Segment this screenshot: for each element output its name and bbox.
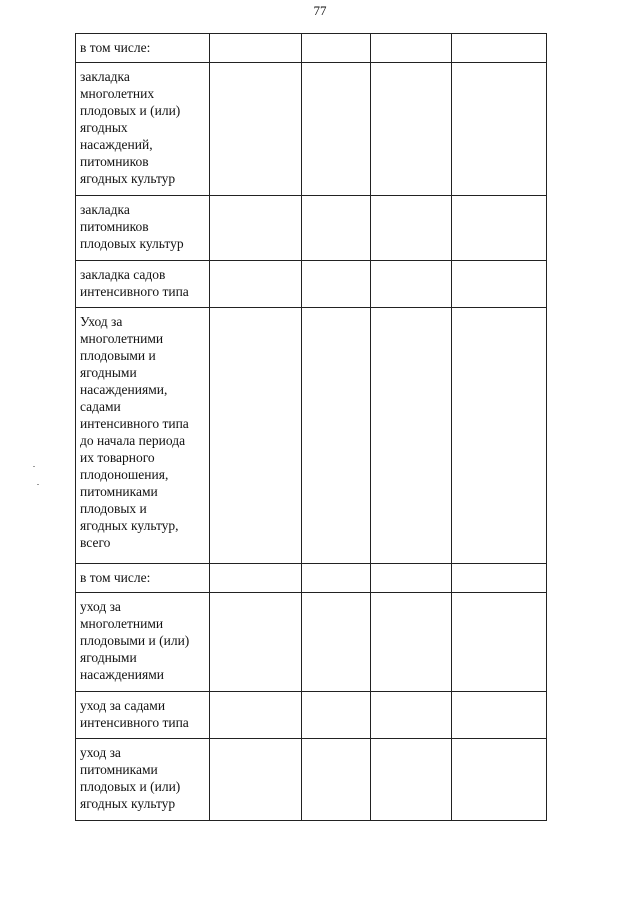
row-label-cell: уход за многолетними плодовыми и (или) ягодными насаждениями [76, 593, 210, 692]
page-number: 77 [313, 3, 327, 18]
empty-cell [302, 63, 371, 196]
empty-cell [302, 196, 371, 261]
empty-cell [210, 739, 302, 821]
data-table [75, 33, 547, 821]
empty-cell [302, 564, 371, 593]
empty-cell [371, 308, 452, 564]
empty-cell [452, 63, 547, 196]
empty-cell [210, 593, 302, 692]
row-label-cell: уход за питомниками плодовых и (или) ягодных культур [76, 739, 210, 821]
row-label-cell: в том числе: [76, 564, 210, 593]
empty-cell [371, 34, 452, 63]
row-label-cell: закладка многолетних плодовых и (или) ягодных насаждений, питомников ягодных культур [76, 63, 210, 196]
empty-cell [210, 196, 302, 261]
empty-cell [302, 593, 371, 692]
empty-cell [210, 34, 302, 63]
empty-cell [452, 34, 547, 63]
empty-cell [210, 564, 302, 593]
row-label-cell: Уход за многолетними плодовыми и ягодными насаждениями, садами интенсивного типа до начала периода их товарного плодоношения, питомниками плодовых и ягодных культур, всего [76, 308, 210, 564]
empty-cell [302, 739, 371, 821]
empty-cell [210, 63, 302, 196]
table-row [76, 34, 547, 63]
table-row [76, 63, 547, 196]
table-row [76, 692, 547, 739]
empty-cell [452, 261, 547, 308]
scan-speck [33, 466, 35, 467]
row-label-cell: закладка питомников плодовых культур [76, 196, 210, 261]
table-row [76, 261, 547, 308]
empty-cell [302, 692, 371, 739]
scan-speck [37, 484, 39, 485]
empty-cell [452, 564, 547, 593]
empty-cell [302, 308, 371, 564]
table-row [76, 308, 547, 564]
empty-cell [452, 739, 547, 821]
empty-cell [210, 308, 302, 564]
table-row [76, 593, 547, 692]
empty-cell [452, 308, 547, 564]
empty-cell [371, 63, 452, 196]
row-label-cell: в том числе: [76, 34, 210, 63]
empty-cell [452, 692, 547, 739]
empty-cell [371, 261, 452, 308]
empty-cell [302, 261, 371, 308]
table-row [76, 739, 547, 821]
empty-cell [371, 739, 452, 821]
table-row [76, 564, 547, 593]
empty-cell [452, 593, 547, 692]
empty-cell [210, 692, 302, 739]
table-body [76, 34, 547, 821]
empty-cell [371, 593, 452, 692]
empty-cell [371, 564, 452, 593]
table-row [76, 196, 547, 261]
empty-cell [371, 692, 452, 739]
row-label-cell: уход за садами интенсивного типа [76, 692, 210, 739]
empty-cell [371, 196, 452, 261]
row-label-cell: закладка садов интенсивного типа [76, 261, 210, 308]
empty-cell [302, 34, 371, 63]
empty-cell [452, 196, 547, 261]
empty-cell [210, 261, 302, 308]
